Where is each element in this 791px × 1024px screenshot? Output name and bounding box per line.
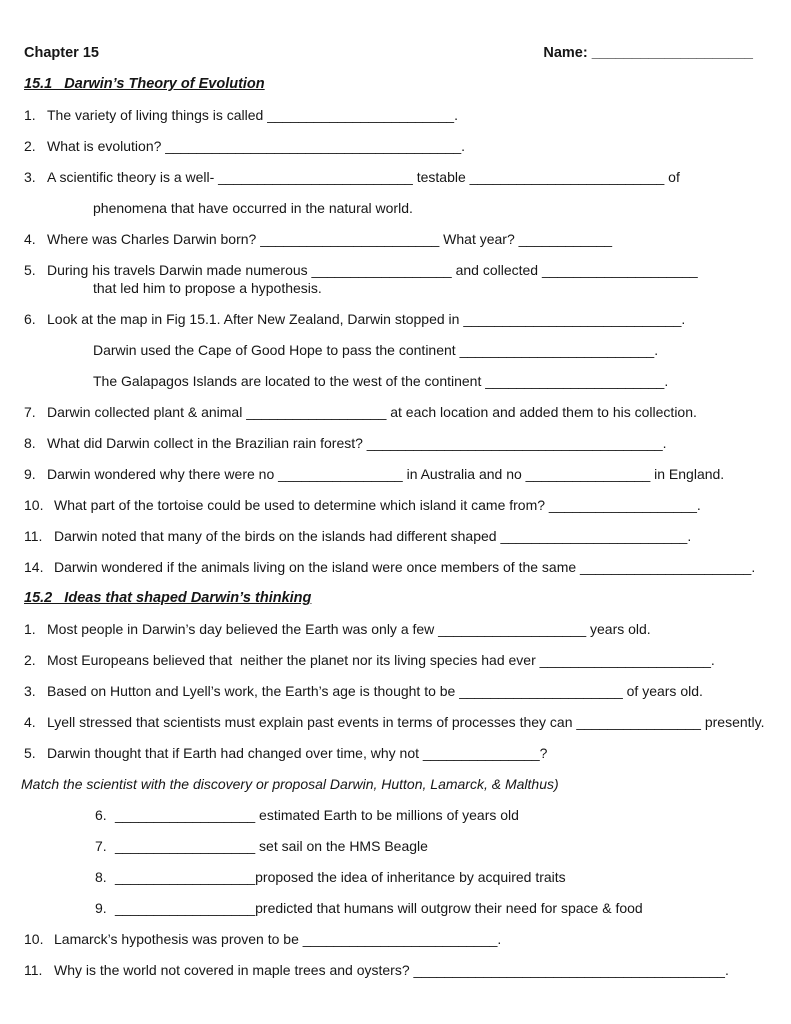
question-number: 3. (24, 683, 36, 699)
question-number: 1. (24, 621, 36, 637)
question-line (24, 230, 753, 248)
chapter-label: Chapter 15 (24, 45, 99, 61)
question-line (24, 744, 753, 762)
section1-heading (24, 75, 753, 93)
question-text: What is evolution? ______________________________________. (47, 138, 466, 154)
question-text: What did Darwin collect in the Brazilian rain forest? ______________________________________. (47, 435, 667, 451)
name-blank-label: Name: ____________________ (543, 45, 753, 61)
question-text: Most people in Darwin’s day believed the Earth was only a few ___________________ years old. (47, 621, 651, 637)
section1-heading-text: 15.1 Darwin’s Theory of Evolution (24, 76, 265, 92)
question-text: Darwin wondered if the animals living on the island were once members of the same ______________________. (54, 559, 756, 575)
question-number: 3. (24, 169, 36, 185)
question-text: phenomena that have occurred in the natural world. (93, 200, 413, 216)
question-number: 8. (95, 869, 107, 885)
match-line (24, 868, 753, 886)
question-line (24, 961, 753, 979)
question-number: 6. (95, 807, 107, 823)
question-number: 9. (95, 900, 107, 916)
question-number: 8. (24, 435, 36, 451)
question-text: The Galapagos Islands are located to the west of the continent _______________________. (93, 373, 669, 389)
question-text: __________________proposed the idea of inheritance by acquired traits (115, 869, 566, 885)
match-instructions-text: Match the scientist with the discovery or proposal Darwin, Hutton, Lamarck, & Malthus) (21, 776, 559, 792)
question-text: Darwin wondered why there were no ________________ in Australia and no ________________ in England. (47, 466, 725, 482)
question-number: 1. (24, 107, 36, 123)
question-line (24, 930, 753, 948)
question-line (24, 527, 753, 545)
question-line (24, 261, 753, 279)
question-line (24, 465, 753, 483)
section2-heading-text: 15.2 Ideas that shaped Darwin’s thinking (24, 590, 312, 606)
question-line (24, 713, 765, 731)
match-line (24, 837, 753, 855)
question-number: 4. (24, 714, 36, 730)
question-number: 10. (24, 931, 44, 947)
question-line (24, 310, 753, 328)
question-text: that led him to propose a hypothesis. (93, 280, 322, 296)
question-number: 10. (24, 497, 44, 513)
question-text: Lamarck’s hypothesis was proven to be _________________________. (54, 931, 502, 947)
question-line (24, 106, 753, 124)
question-line (24, 496, 753, 514)
question-number: 2. (24, 652, 36, 668)
question-line (24, 651, 753, 669)
question-number: 11. (24, 962, 43, 978)
match-line (24, 899, 753, 917)
question-number: 9. (24, 466, 36, 482)
match-line (24, 806, 753, 824)
question-number: 11. (24, 528, 43, 544)
question-text: Most Europeans believed that neither the planet nor its living species had ever ______________________. (47, 652, 715, 668)
question-line (24, 137, 753, 155)
question-number: 7. (24, 404, 36, 420)
question-number: 5. (24, 262, 36, 278)
page-header (24, 44, 753, 62)
question-text: Darwin noted that many of the birds on the islands had different shaped ________________________. (54, 528, 692, 544)
question-line (24, 558, 756, 576)
question-line (24, 682, 753, 700)
question-text: __________________predicted that humans will outgrow their need for space & food (115, 900, 643, 916)
section2-heading (24, 589, 753, 607)
question-line (24, 620, 753, 638)
question-continuation (24, 199, 753, 217)
question-text: __________________ set sail on the HMS Beagle (115, 838, 428, 854)
question-number: 14. (24, 559, 44, 575)
question-number: 6. (24, 311, 36, 327)
question-continuation (24, 372, 753, 390)
question-text: Darwin used the Cape of Good Hope to pass the continent _________________________. (93, 342, 659, 358)
question-text: Look at the map in Fig 15.1. After New Zealand, Darwin stopped in ____________________________. (47, 311, 686, 327)
question-text: Why is the world not covered in maple trees and oysters? ________________________________________. (54, 962, 729, 978)
question-text: __________________ estimated Earth to be millions of years old (115, 807, 519, 823)
question-line (24, 168, 753, 186)
question-continuation (24, 279, 753, 297)
question-number: 2. (24, 138, 36, 154)
question-number: 7. (95, 838, 107, 854)
question-number: 5. (24, 745, 36, 761)
question-text: The variety of living things is called ________________________. (47, 107, 458, 123)
question-number: 4. (24, 231, 36, 247)
question-text: Darwin thought that if Earth had changed over time, why not _______________? (47, 745, 548, 761)
match-instructions (21, 775, 753, 793)
question-text: Based on Hutton and Lyell’s work, the Earth’s age is thought to be _____________________ of years old. (47, 683, 703, 699)
question-line (24, 403, 753, 421)
question-continuation (24, 341, 753, 359)
question-line (24, 434, 753, 452)
question-text: Lyell stressed that scientists must explain past events in terms of processes they can ________________ presently. (47, 714, 765, 730)
question-text: What part of the tortoise could be used to determine which island it came from? ___________________. (54, 497, 701, 513)
question-text: A scientific theory is a well- _________________________ testable _________________________ of (47, 169, 680, 185)
question-text: During his travels Darwin made numerous __________________ and collected ____________________ (47, 262, 698, 278)
question-text: Darwin collected plant & animal __________________ at each location and added them to his collection. (47, 404, 697, 420)
question-text: Where was Charles Darwin born? _______________________ What year? ____________ (47, 231, 613, 247)
